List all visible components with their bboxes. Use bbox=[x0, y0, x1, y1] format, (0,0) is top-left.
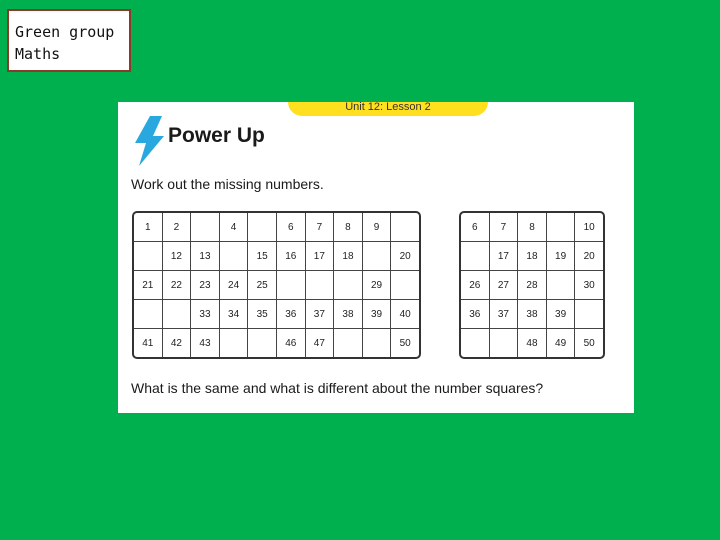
grid-cell bbox=[547, 213, 576, 242]
grid-cell bbox=[334, 329, 363, 357]
grid-cell: 16 bbox=[277, 242, 306, 271]
grid-cell: 8 bbox=[334, 213, 363, 242]
grid-row bbox=[134, 329, 419, 357]
grid-cell: 18 bbox=[518, 242, 547, 271]
grid-cell: 33 bbox=[191, 300, 220, 329]
grid-cell: 41 bbox=[134, 329, 163, 357]
grid-cell bbox=[220, 242, 249, 271]
grid-row bbox=[134, 300, 419, 329]
grid-cell: 34 bbox=[220, 300, 249, 329]
grid-row bbox=[461, 213, 603, 242]
grid-cell: 28 bbox=[518, 271, 547, 300]
grid-cell: 39 bbox=[547, 300, 576, 329]
grid-cell: 21 bbox=[134, 271, 163, 300]
instruction-text: Work out the missing numbers. bbox=[131, 176, 324, 192]
grid-cell: 36 bbox=[461, 300, 490, 329]
grid-cell: 6 bbox=[277, 213, 306, 242]
grid-cell: 50 bbox=[399, 337, 411, 349]
number-square-1-50 bbox=[132, 211, 421, 359]
grid-cell bbox=[134, 242, 163, 271]
grid-cell: 40 bbox=[391, 300, 419, 329]
grid-cell: 49 bbox=[547, 329, 576, 357]
grid-cell: 38 bbox=[334, 300, 363, 329]
grid-cell: 36 bbox=[277, 300, 306, 329]
grid-cell: 9 bbox=[363, 213, 392, 242]
group-label-line1: Green group bbox=[15, 23, 115, 41]
grid-cell: 48 bbox=[518, 329, 547, 357]
grid-cell bbox=[334, 271, 363, 300]
grid-cell: 7 bbox=[490, 213, 519, 242]
number-square-partial bbox=[459, 211, 605, 359]
lesson-tab: Unit 12: Lesson 2 bbox=[288, 102, 488, 116]
grid-cell: 25 bbox=[248, 271, 277, 300]
grid-row bbox=[461, 329, 603, 357]
grid-cell bbox=[277, 271, 306, 300]
grid-cell bbox=[391, 271, 419, 300]
grid-cell: 4 bbox=[220, 213, 249, 242]
grid-row bbox=[134, 213, 419, 242]
grid-cell bbox=[163, 300, 192, 329]
grid-cell: 8 bbox=[518, 213, 547, 242]
grid-cell: 35 bbox=[248, 300, 277, 329]
grid-row bbox=[134, 271, 419, 300]
grid-cell: 47 bbox=[306, 329, 335, 357]
grid-cell: 23 bbox=[191, 271, 220, 300]
grid-cell: 37 bbox=[306, 300, 335, 329]
grid-cell bbox=[461, 329, 490, 357]
grid-cell: 1 bbox=[134, 213, 163, 242]
grid-cell: 38 bbox=[518, 300, 547, 329]
grid-cell bbox=[391, 213, 419, 242]
grid-cell: 15 bbox=[248, 242, 277, 271]
grid-cell: 20 bbox=[575, 242, 603, 271]
grid-cell: 50 bbox=[583, 337, 595, 349]
grid-cell bbox=[575, 300, 603, 329]
lightning-bolt-icon bbox=[132, 116, 170, 166]
grid-cell: 27 bbox=[490, 271, 519, 300]
grid-cell: 6 bbox=[461, 213, 490, 242]
group-label bbox=[7, 9, 131, 72]
grid-cell bbox=[363, 242, 392, 271]
grid-cell: 30 bbox=[575, 271, 603, 300]
grid-cell bbox=[547, 271, 576, 300]
grid-cell bbox=[191, 213, 220, 242]
grid-cell: 19 bbox=[547, 242, 576, 271]
grid-cell: 17 bbox=[306, 242, 335, 271]
grid-cell: 29 bbox=[363, 271, 392, 300]
grid-cell: 42 bbox=[163, 329, 192, 357]
grid-cell: 37 bbox=[490, 300, 519, 329]
grid-cell bbox=[306, 271, 335, 300]
grid-cell bbox=[248, 329, 277, 357]
grid-cell: 13 bbox=[191, 242, 220, 271]
grid-cell: 20 bbox=[391, 242, 419, 271]
grid-cell bbox=[490, 329, 519, 357]
page-title: Power Up bbox=[168, 124, 265, 147]
grid-cell bbox=[134, 300, 163, 329]
grid-row bbox=[461, 300, 603, 329]
grid-cell: 43 bbox=[191, 329, 220, 357]
grid-cell: 17 bbox=[490, 242, 519, 271]
grid-row bbox=[461, 271, 603, 300]
grid-cell: 24 bbox=[220, 271, 249, 300]
grid-cell bbox=[461, 242, 490, 271]
grid-cell: 7 bbox=[306, 213, 335, 242]
question-text: What is the same and what is different about the number squares? bbox=[131, 380, 544, 396]
grid-cell: 12 bbox=[163, 242, 192, 271]
grid-cell: 18 bbox=[334, 242, 363, 271]
lesson-card bbox=[118, 102, 634, 413]
grid-cell: 39 bbox=[363, 300, 392, 329]
grid-row bbox=[134, 242, 419, 271]
grid-cell bbox=[363, 329, 392, 357]
group-label-line2: Maths bbox=[15, 45, 61, 63]
grid-cell: 26 bbox=[461, 271, 490, 300]
grid-cell: 2 bbox=[163, 213, 192, 242]
grid-cell: 46 bbox=[277, 329, 306, 357]
grid-row bbox=[461, 242, 603, 271]
grid-cell bbox=[248, 213, 277, 242]
grid-cell: 22 bbox=[163, 271, 192, 300]
grid-cell bbox=[220, 329, 249, 357]
grid-cell: 10 bbox=[575, 213, 603, 242]
